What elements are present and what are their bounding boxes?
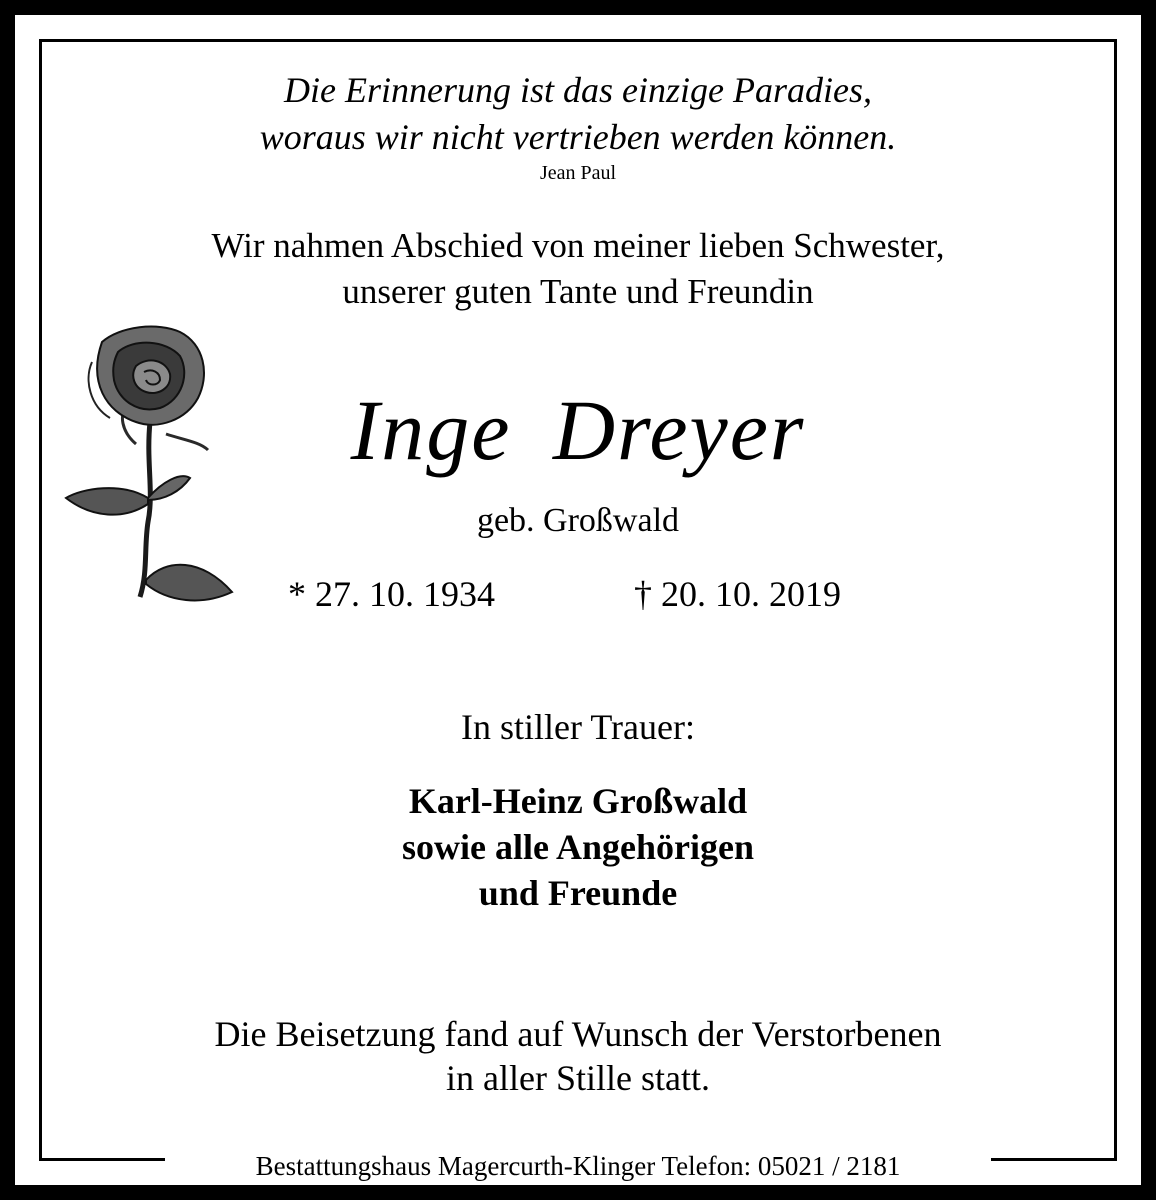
death-date: † 20. 10. 2019 (634, 574, 841, 614)
quote-author: Jean Paul (539, 162, 617, 184)
intro-line-1: Wir nahmen Abschied von meiner lieben Schwester, (211, 226, 945, 265)
quote-line-2: woraus wir nicht vertrieben werden können. (259, 117, 897, 157)
quote-line-1: Die Erinnerung ist das einzige Paradies, (284, 70, 872, 110)
intro-line-2: unserer guten Tante und Freundin (342, 272, 814, 311)
deceased-name: Inge Dreyer (350, 382, 806, 478)
maiden-name: geb. Großwald (476, 502, 680, 539)
funeral-home-footer: Bestattungshaus Magercurth-Klinger Telefon: 05021 / 2181 (255, 1151, 901, 1181)
mourner-line-2: sowie alle Angehörigen (402, 827, 754, 867)
burial-line-1: Die Beisetzung fand auf Wunsch der Verstorbenen (214, 1014, 942, 1054)
mourner-line-3: und Freunde (478, 873, 678, 913)
mourning-heading: In stiller Trauer: (461, 707, 695, 747)
birth-date: * 27. 10. 1934 (288, 574, 495, 614)
burial-line-2: in aller Stille statt. (446, 1058, 710, 1098)
mourner-line-1: Karl-Heinz Großwald (408, 781, 748, 821)
